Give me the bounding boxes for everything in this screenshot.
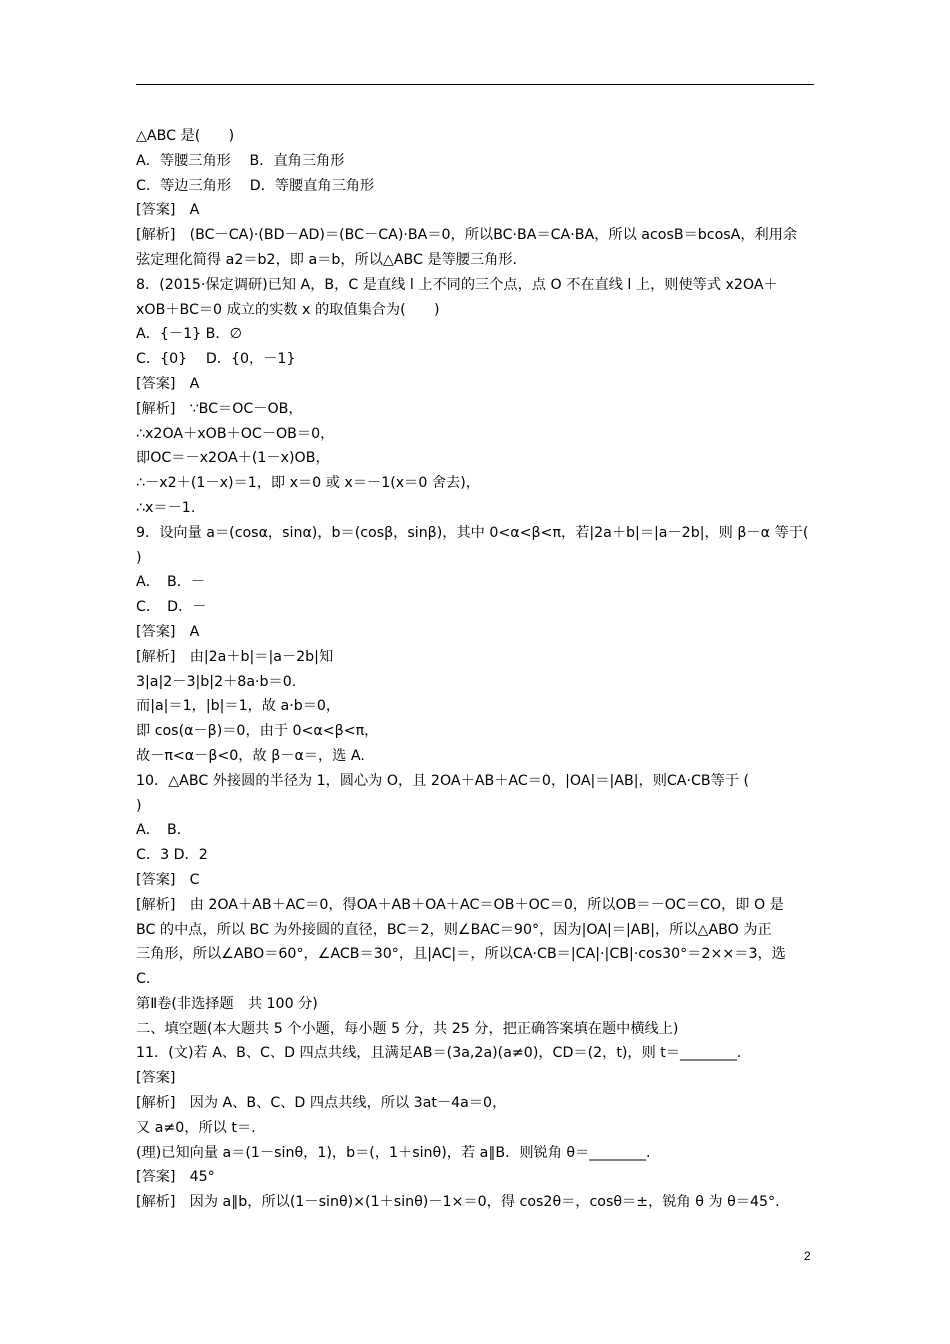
text-line: [解析] ∵BC＝OC－OB，: [136, 400, 303, 417]
text-line: A． B．: [136, 822, 191, 839]
text-line: [解析] 由|2a＋b|＝|a－2b|知: [136, 648, 334, 665]
header-rule: [136, 84, 814, 85]
text-line: 三角形，所以∠ABO＝60°，∠ACB＝30°，且|AC|＝，所以CA·CB＝|CA|·|CB|·cos30°＝2××＝3，选: [136, 946, 786, 963]
text-line: [解析] 因为 a∥b，所以(1－sinθ)×(1＋sinθ)－1×＝0，得 cos2θ＝，cosθ＝±，锐角 θ 为 θ＝45°.: [136, 1194, 780, 1211]
text-line: [答案] 45°: [136, 1169, 215, 1186]
text-line: 即OC＝－x2OA＋(1－x)OB，: [136, 450, 330, 467]
text-line: ∴－x2＋(1－x)＝1，即 x＝0 或 x＝－1(x＝0 舍去)，: [136, 475, 480, 492]
text-line: ∴x＝－1.: [136, 499, 196, 516]
text-line: 二、填空题(本大题共 5 个小题，每小题 5 分，共 25 分，把正确答案填在题中横线上): [136, 1020, 679, 1037]
text-line: 弦定理化简得 a2＝b2，即 a＝b，所以△ABC 是等腰三角形．: [136, 251, 527, 268]
document-body: [136, 124, 814, 1215]
text-line: [答案] A: [136, 202, 200, 219]
text-line: C.: [136, 971, 151, 988]
text-line: 第Ⅱ卷(非选择题 共 100 分): [136, 995, 318, 1012]
text-line: △ABC 是( ): [136, 128, 235, 144]
text-line: [解析] 因为 A、B、C、D 四点共线，所以 3at－4a＝0，: [136, 1095, 507, 1112]
text-line: A．等腰三角形 B．直角三角形: [136, 152, 345, 169]
text-line: [答案]: [136, 1070, 176, 1087]
text-line: 即 cos(α－β)＝0，由于 0<α<β<π，: [136, 723, 379, 740]
text-line: A．{－1} B．∅: [136, 326, 242, 343]
text-line: [答案] C: [136, 871, 200, 888]
text-line: 9．设向量 a＝(cosα，sinα)，b＝(cosβ，sinβ)，其中 0<α<β<π，若|2a＋b|＝|a－2b|，则 β－α 等于(: [136, 524, 809, 541]
text-line: C．{0} D．{0，－1}: [136, 351, 296, 368]
text-line: 故－π<α－β<0，故 β－α＝，选 A.: [136, 747, 365, 764]
text-line: (理)已知向量 a＝(1－sinθ，1)，b＝(，1＋sinθ)，若 a∥B．则锐角 θ＝________.: [136, 1144, 651, 1161]
text-line: 8．(2015·保定调研)已知 A，B，C 是直线 l 上不同的三个点，点 O 不在直线 l 上，则使等式 x2OA＋: [136, 276, 778, 293]
text-line: ∴x2OA＋xOB＋OC－OB＝0，: [136, 425, 335, 442]
text-line: [答案] A: [136, 375, 200, 392]
text-line: 又 a≠0，所以 t＝.: [136, 1119, 256, 1136]
text-line: C．3 D．2: [136, 847, 208, 864]
text-line: [解析] 由 2OA＋AB＋AC＝0，得OA＋AB＋OA＋AC＝OB＋OC＝0，所以OB＝－OC＝CO，即 O 是: [136, 896, 784, 913]
text-line: ): [136, 549, 142, 566]
text-line: C．等边三角形 D．等腰直角三角形: [136, 177, 375, 194]
text-line: 11．(文)若 A、B、C、D 四点共线，且满足AB＝(3a,2a)(a≠0)，CD＝(2，t)，则 t＝________.: [136, 1045, 742, 1062]
text-line: A． B．－: [136, 574, 206, 591]
text-line: xOB＋BC＝0 成立的实数 x 的取值集合为( ): [136, 301, 440, 318]
text-line: C． D．－: [136, 599, 207, 616]
text-line: ): [136, 797, 142, 814]
text-line: [答案] A: [136, 623, 200, 640]
text-line: [解析] (BC－CA)·(BD－AD)＝(BC－CA)·BA＝0，所以BC·BA＝CA·BA，所以 acosB＝bcosA，利用余: [136, 227, 798, 244]
text-line: BC 的中点，所以 BC 为外接圆的直径，BC＝2，则∠BAC＝90°，因为|OA|＝|AB|，所以△ABO 为正: [136, 921, 772, 938]
page-number: 2: [804, 1249, 811, 1263]
text-line: 10．△ABC 外接圆的半径为 1，圆心为 O，且 2OA＋AB＋AC＝0，|OA|＝|AB|，则CA·CB等于 (: [136, 772, 750, 789]
text-line: 而|a|＝1，|b|＝1，故 a·b＝0，: [136, 698, 341, 715]
text-line: 3|a|2－3|b|2＋8a·b＝0.: [136, 673, 297, 690]
